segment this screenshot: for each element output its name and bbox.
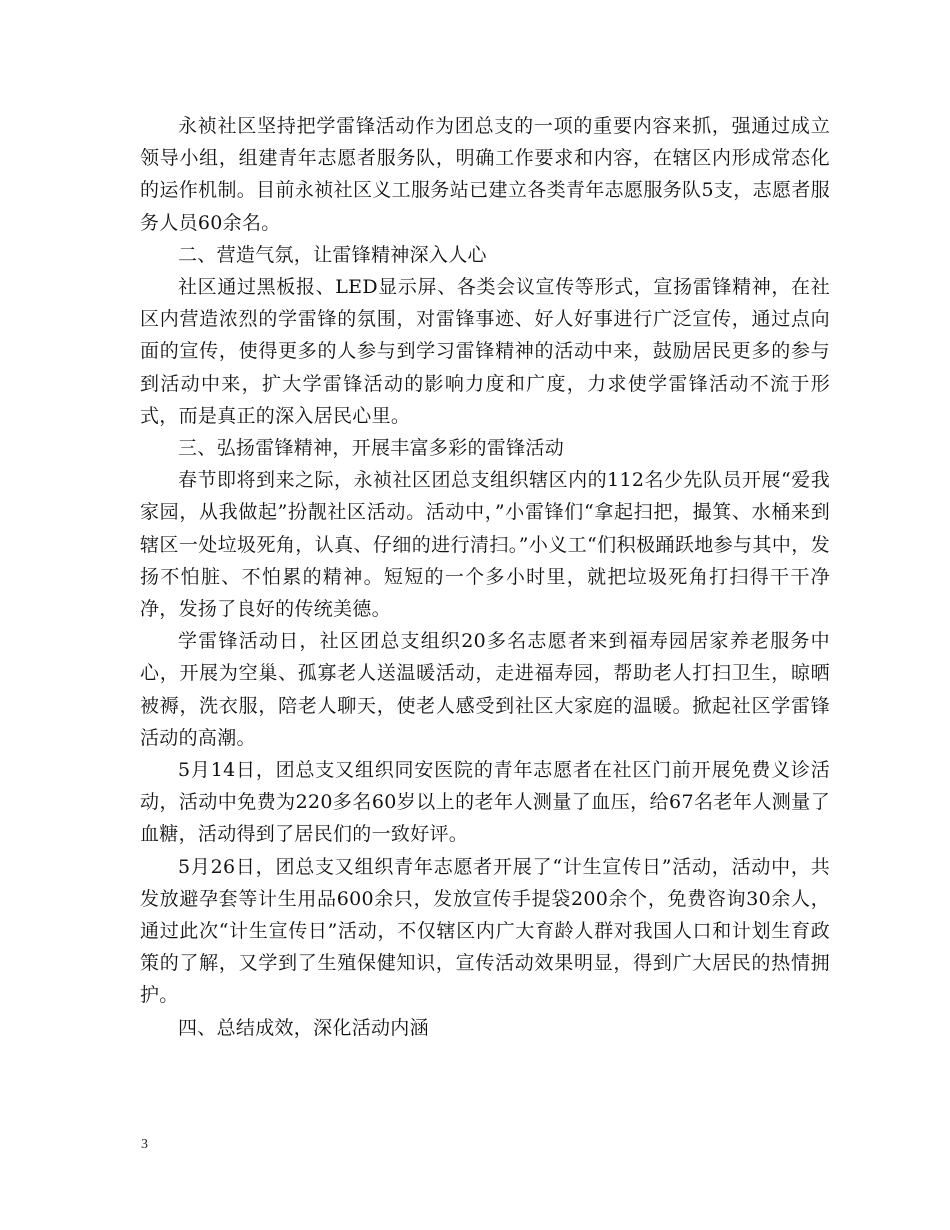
page-number: 3 [141, 1137, 148, 1152]
section-heading-4: 四、总结成效，深化活动内涵 [178, 1016, 429, 1039]
document-body [140, 110, 830, 1044]
paragraph-free-clinic: 5月14日，团总支又组织同安医院的青年志愿者在社区门前开展免费义诊活动，活动中免费为220多名60岁以上的老年人测量了血压，给67名老年人测量了血糖，活动得到了居民们的一致好评。 [140, 759, 830, 846]
paragraph-elderly-care: 学雷锋活动日，社区团总支组织20多名志愿者来到福寿园居家养老服务中心，开展为空巢、孤寡老人送温暖活动，走进福寿园，帮助老人打扫卫生，晾晒被褥，洗衣服，陪老人聊天，使老人感受到社区大家庭的温暖。掀起社区学雷锋活动的高潮。 [140, 630, 830, 749]
paragraph-publicity: 社区通过黑板报、LED显示屏、各类会议宣传等形式，宣扬雷锋精神，在社区内营造浓烈的学雷锋的氛围，对雷锋事迹、好人好事进行广泛宣传，通过点向面的宣传，使得更多的人参与到学习雷锋精神的活动中来，鼓励居民更多的参与到活动中来，扩大学雷锋活动的影响力度和广度，力求使学雷锋活动不流于形式，而是真正的深入居民心里。 [140, 276, 830, 427]
section-heading-2: 二、营造气氛，让雷锋精神深入人心 [178, 243, 487, 266]
section-heading-3: 三、弘扬雷锋精神，开展丰富多彩的雷锋活动 [178, 437, 565, 460]
paragraph-family-planning-day: 5月26日，团总支又组织青年志愿者开展了“计生宣传日”活动，活动中，共发放避孕套等计生用品600余只，发放宣传手提袋200余个，免费咨询30余人，通过此次“计生宣传日”活动，不仅辖区内广大育龄人群对我国人口和计划生育政策的了解，又学到了生殖保健知识，宣传活动效果明显，得到广大居民的热情拥护。 [140, 855, 830, 1007]
paragraph-spring-festival-cleanup: 春节即将到来之际，永祯社区团总支组织辖区内的112名少先队员开展“爱我家园，从我做起”扮靓社区活动。活动中，”小雷锋们“拿起扫把，撮箕、水桶来到辖区一处垃圾死角，认真、仔细的进行清扫。”小义工“们积极踊跃地参与其中，发扬不怕脏、不怕累的精神。短短的一个多小时里，就把垃圾死角打扫得干干净净，发扬了良好的传统美德。 [140, 469, 830, 621]
paragraph-volunteer-teams: 永祯社区坚持把学雷锋活动作为团总支的一项的重要内容来抓，强通过成立领导小组，组建青年志愿者服务队，明确工作要求和内容，在辖区内形成常态化的运作机制。目前永祯社区义工服务站已建立各类青年志愿服务队5支，志愿者服务人员60余名。 [140, 115, 830, 234]
